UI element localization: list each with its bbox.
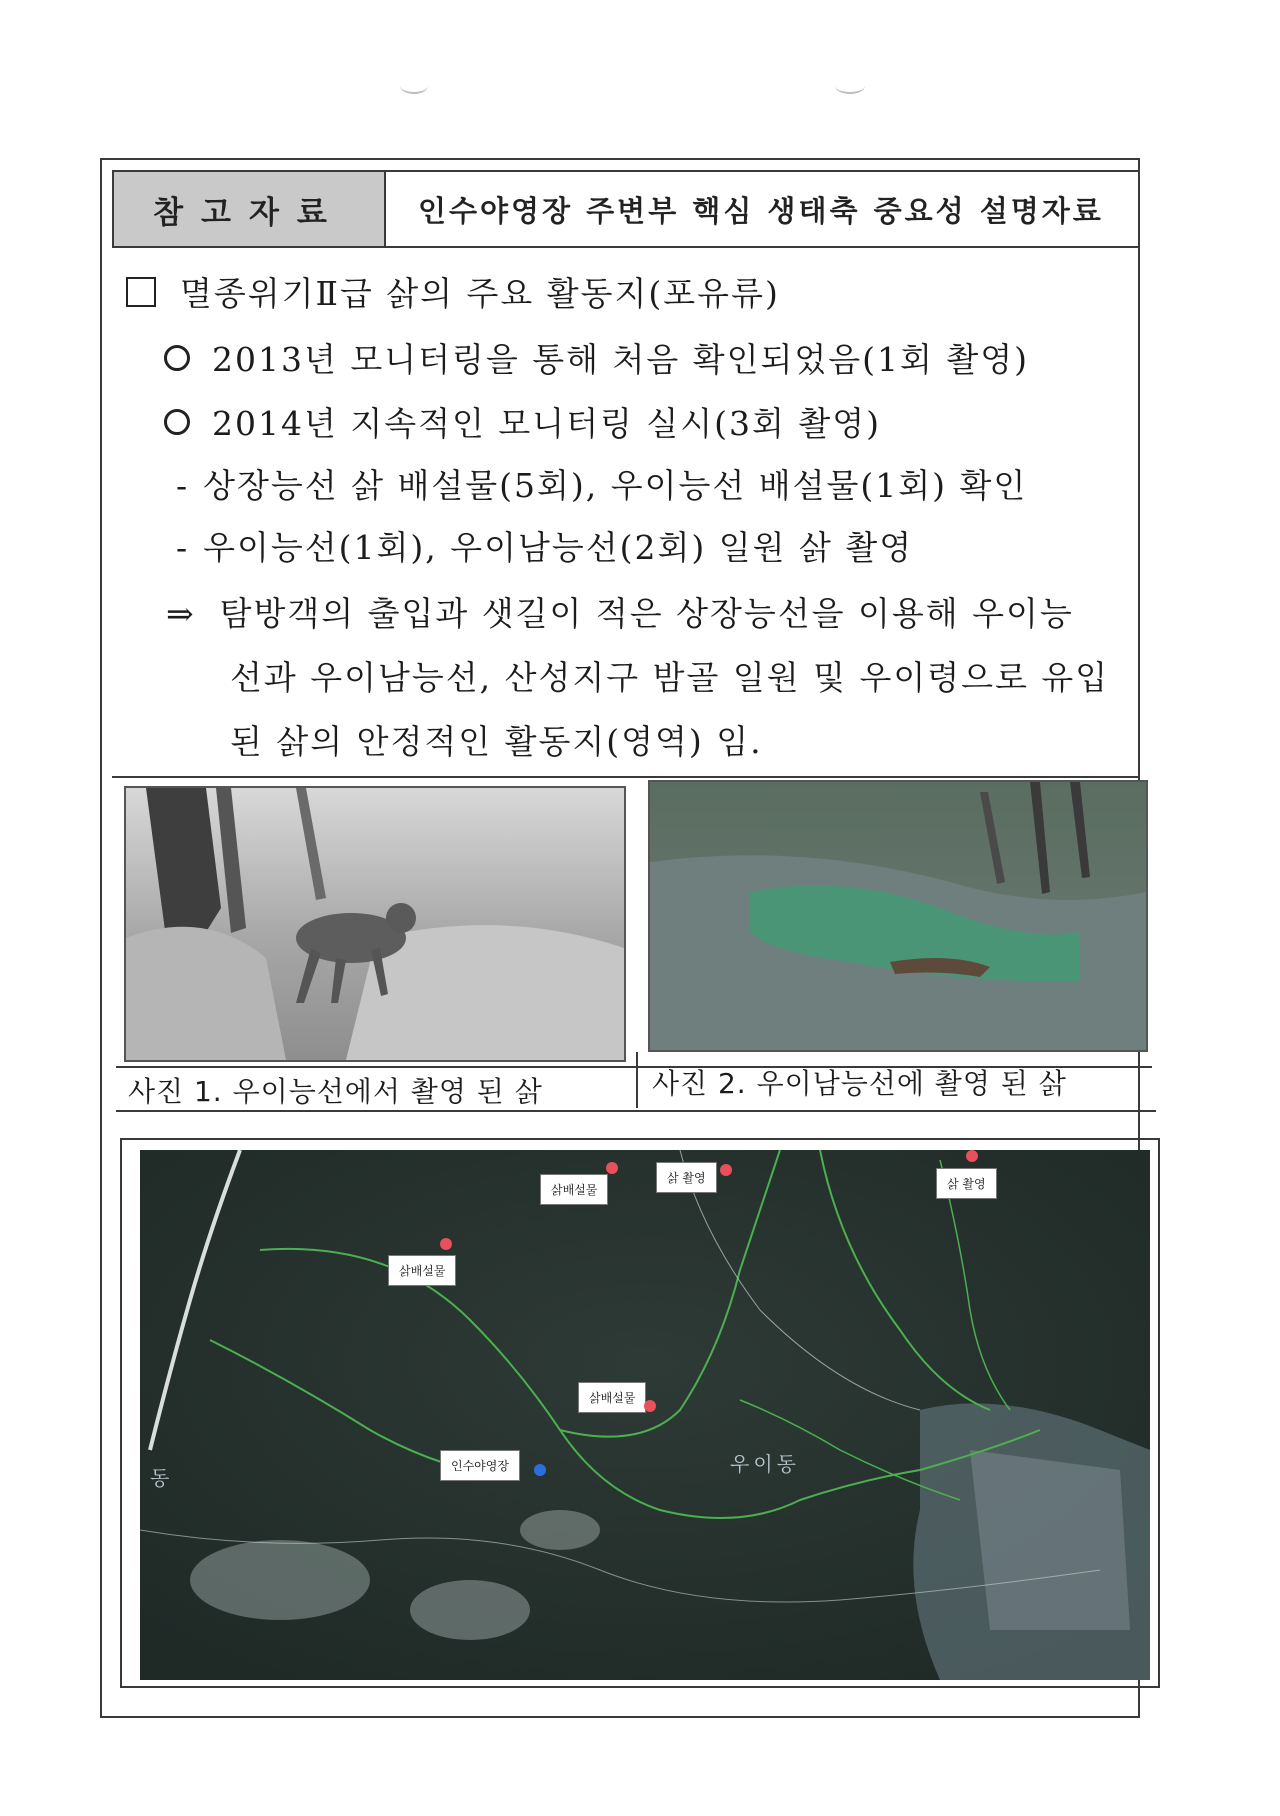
campsite-label: 인수야영장 [440,1450,520,1481]
bullet-text: 2013년 모니터링을 통해 처음 확인되었음(1회 촬영) [212,340,1029,379]
photo-1-caption: 사진 1. 우이능선에서 촬영 된 삵 [128,1075,543,1108]
scan-mark [400,78,428,94]
checkbox-icon [126,277,156,307]
dash-text: 상장능선 삵 배설물(5회), 우이능선 배설물(1회) 확인 [203,466,1028,505]
place-name-uidong: 우이동 [730,1452,800,1476]
section-heading [126,268,780,315]
photo-2 [648,780,1148,1052]
scat-marker [606,1162,618,1174]
satellite-map-image [140,1150,1150,1680]
dash-symbol: - [176,528,190,567]
conclusion-text: 탐방객의 출입과 샛길이 적은 상장능선을 이용해 우이능 [219,594,1074,633]
dash-item [176,460,1027,507]
photo-2-caption: 사진 2. 우이남능선에 촬영 된 삵 [652,1067,1067,1100]
circle-bullet-icon [164,409,190,435]
section-divider [116,1110,1156,1112]
scat-marker [440,1238,452,1250]
conclusion-line [166,588,1074,635]
photo-1-image [126,788,624,1060]
photo-2-image [650,782,1146,1050]
scat-marker [644,1400,656,1412]
bullet-text: 2014년 지속적인 모니터링 실시(3회 촬영) [212,404,881,443]
dash-symbol: - [176,466,190,505]
photo-label: 삵 촬영 [936,1168,997,1199]
scat-label: 삵배설물 [578,1382,646,1413]
implies-arrow-icon: ⇒ [166,594,196,633]
section-divider [112,776,1140,778]
caption-column-divider [636,1052,638,1108]
photo-marker [966,1150,978,1162]
scat-label: 삵배설물 [540,1174,608,1205]
header-title: 인수야영장 주변부 핵심 생태축 중요성 설명자료 [418,193,1104,228]
trail-map [140,1150,1150,1680]
section-heading-text: 멸종위기Ⅱ급 삵의 주요 활동지(포유류) [180,274,780,313]
dash-item [176,522,913,569]
header-label: 참고자료 [114,172,386,246]
conclusion-line: 선과 우이남능선, 산성지구 밤골 일원 및 우이령으로 유입 [230,658,1110,697]
circle-bullet-icon [164,345,190,371]
campsite-marker [534,1464,546,1476]
photo-label: 삵 촬영 [656,1162,717,1193]
document-header [112,170,1140,248]
scan-mark [835,78,865,94]
photo-marker [720,1164,732,1176]
photo-1 [124,786,626,1062]
scat-label: 삵배설물 [388,1255,456,1286]
conclusion-line: 된 삵의 안정적인 활동지(영역) 임. [230,722,763,761]
place-name-dong: 동 [150,1466,174,1490]
dash-text: 우이능선(1회), 우이남능선(2회) 일원 삵 촬영 [203,528,914,567]
bullet-item [164,398,881,445]
bullet-item [164,334,1029,381]
